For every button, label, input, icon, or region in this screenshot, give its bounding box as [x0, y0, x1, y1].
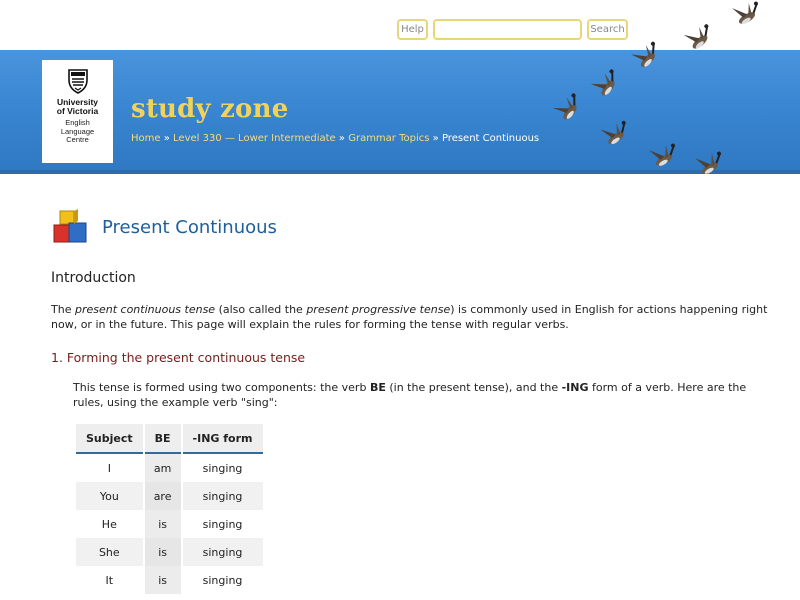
- be-cell: am: [145, 454, 181, 482]
- introduction-heading: Introduction: [51, 270, 136, 286]
- table-header-row: [76, 424, 263, 454]
- breadcrumb-level-link[interactable]: Level 330 — Lower Intermediate: [173, 133, 336, 144]
- table-row: [76, 566, 263, 594]
- breadcrumb-home-link[interactable]: Home: [131, 133, 161, 144]
- toy-blocks-icon: [52, 209, 90, 245]
- ing-form-cell: singing: [183, 538, 263, 566]
- top-utility-bar: [0, 0, 800, 50]
- be-cell: is: [145, 538, 181, 566]
- site-banner: [0, 50, 800, 174]
- shield-icon: [67, 68, 89, 94]
- ing-form-cell: singing: [202, 573, 243, 587]
- search-button[interactable]: Search: [587, 19, 628, 40]
- column-header-be: BE: [145, 424, 181, 454]
- table-row: [76, 510, 263, 538]
- logo-centre-name: English Language Centre: [60, 118, 95, 144]
- table-row: [76, 482, 263, 510]
- be-cell: is: [145, 510, 181, 538]
- column-header-subject: Subject: [76, 424, 143, 454]
- page-title: Present Continuous: [102, 217, 277, 238]
- university-logo[interactable]: [42, 60, 113, 163]
- search-input[interactable]: [433, 19, 582, 40]
- table-row: [76, 454, 263, 482]
- subject-cell: He: [101, 517, 117, 531]
- breadcrumb-separator: »: [338, 133, 346, 144]
- ing-form-cell: singing: [202, 461, 243, 475]
- banner-bottom-edge: [0, 170, 800, 174]
- section-1-heading: 1. Forming the present continuous tense: [51, 350, 306, 365]
- subject-cell: I: [107, 461, 111, 475]
- section-1-paragraph: This tense is formed using two components: the verb BE (in the present tense), and the -ING form of a verb. Here are the rules, using the example verb "sing":: [73, 381, 747, 409]
- table-row: [76, 538, 263, 566]
- logo-university-name: University of Victoria: [56, 97, 99, 116]
- subject-cell: It: [105, 573, 114, 587]
- be-cell: is: [145, 566, 181, 594]
- introduction-paragraph: The present continuous tense (also called the present progressive tense) is commonly used in English for actions happening right now, or in the future. This page will explain the rules for forming the tense with regular verbs.: [51, 303, 768, 331]
- breadcrumb: [131, 133, 539, 144]
- subject-cell: You: [76, 482, 143, 510]
- ing-form-cell: singing: [183, 482, 263, 510]
- subject-cell: She: [76, 538, 143, 566]
- site-title[interactable]: study zone: [131, 94, 289, 124]
- conjugation-table: [74, 424, 265, 594]
- breadcrumb-separator: »: [432, 133, 439, 144]
- be-cell: are: [145, 482, 181, 510]
- breadcrumb-grammar-topics-link[interactable]: Grammar Topics: [348, 133, 430, 144]
- column-header-ing-form: -ING form: [183, 424, 263, 454]
- breadcrumb-current-page: Present Continuous: [441, 133, 540, 144]
- help-button[interactable]: Help: [397, 19, 428, 40]
- breadcrumb-separator: »: [163, 133, 170, 144]
- ing-form-cell: singing: [202, 517, 243, 531]
